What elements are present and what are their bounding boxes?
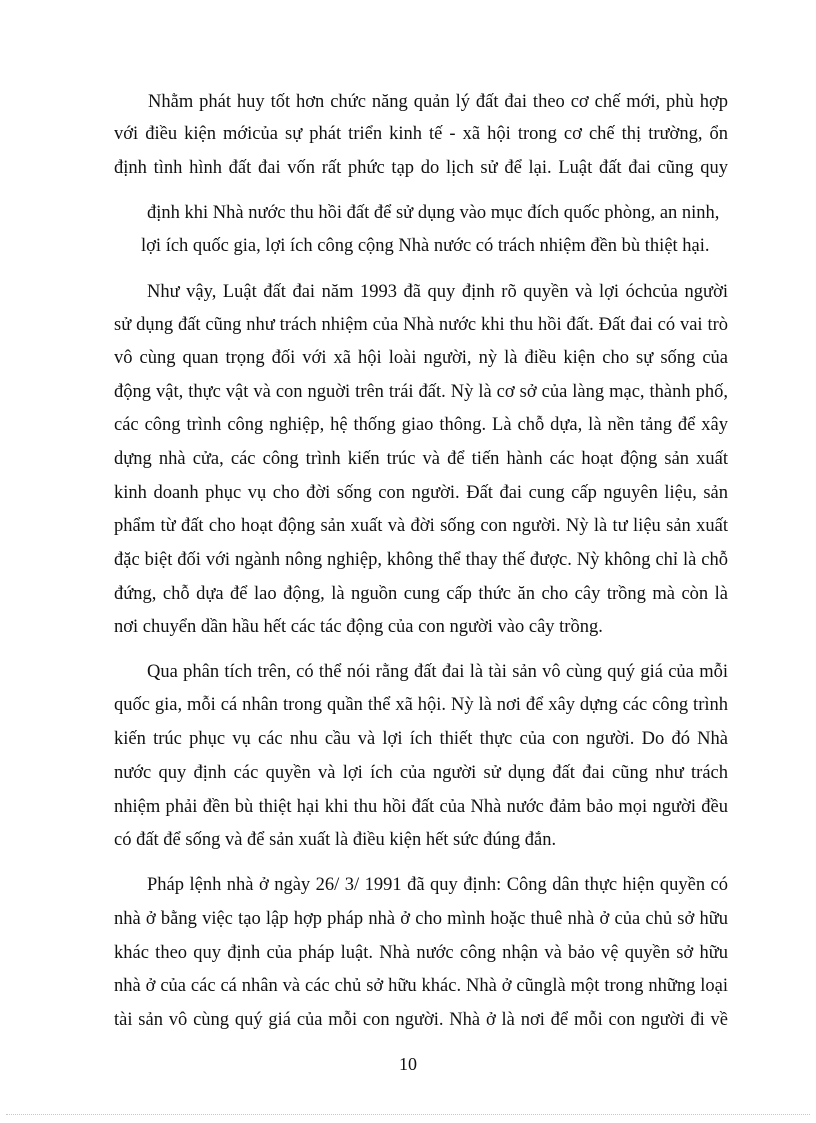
text-line: nước quy định các quyền và lợi ích của người sử dụng đất đai cũng như trách — [114, 763, 728, 783]
text-line: đặc biệt đối với ngành nông nghiệp, không thể thay thế được. Nỳ không chỉ là chỗ — [114, 550, 728, 570]
text-line: nhà ở bằng việc tạo lập hợp pháp nhà ở cho mình hoặc thuê nhà ở của chủ sở hữu — [114, 909, 728, 929]
text-line: phẩm từ đất cho hoạt động sản xuất và đời sống con người. Nỳ là tư liệu sản xuất — [114, 516, 728, 536]
footer-divider — [6, 1114, 810, 1115]
text-line: kiến trúc phục vụ các nhu cầu và lợi ích thiết thực của con người. Do đó Nhà — [114, 729, 728, 749]
text-line: Nhằm phát huy tốt hơn chức năng quản lý đất đai theo cơ chế mới, phù hợp — [148, 92, 728, 112]
text-line: vô cùng quan trọng đối với xã hội loài người, nỳ là điều kiện cho sự sống của — [114, 348, 728, 368]
text-line: dựng nhà cửa, các công trình kiến trúc và để tiến hành các hoạt động sản xuất — [114, 449, 728, 469]
text-line: lợi ích quốc gia, lợi ích công cộng Nhà nước có trách nhiệm đền bù thiệt hại. — [141, 236, 710, 256]
text-line: kinh doanh phục vụ cho đời sống con người. Đất đai cung cấp nguyên liệu, sản — [114, 483, 728, 503]
text-line: có đất để sống và để sản xuất là điều kiện hết sức đúng đắn. — [114, 830, 557, 850]
text-line: động vật, thực vật và con nguời trên trái đất. Nỳ là cơ sở của làng mạc, thành phố, — [114, 382, 728, 402]
text-line: tài sản vô cùng quý giá của mỗi con người. Nhà ở là nơi để mỗi con người đi về — [114, 1010, 728, 1030]
text-line: nhà ở của các cá nhân và các chủ sở hữu khác. Nhà ở cũnglà một trong những loại — [114, 976, 728, 996]
text-line: nơi chuyển dần hầu hết các tác động của con người vào cây trồng. — [114, 617, 603, 637]
text-line: sử dụng đất cũng như trách nhiệm của Nhà nước khi thu hồi đất. Đất đai có vai trò — [114, 315, 728, 335]
text-line: quốc gia, mỗi cá nhân trong quần thể xã hội. Nỳ là nơi để xây dựng các công trình — [114, 695, 728, 715]
text-line: với điều kiện mớicủa sự phát triển kinh tế - xã hội trong cơ chế thị trường, ổn — [114, 124, 728, 144]
text-line: Như vậy, Luật đất đai năm 1993 đã quy định rõ quyền và lợi óchcủa người — [147, 282, 728, 302]
text-line: các công trình công nghiệp, hệ thống giao thông. Là chỗ dựa, là nền tảng để xây — [114, 415, 728, 435]
page-number: 10 — [399, 1054, 417, 1074]
text-line: Qua phân tích trên, có thể nói rằng đất đai là tài sản vô cùng quý giá của mỗi — [147, 662, 728, 682]
text-line: định khi Nhà nước thu hồi đất để sử dụng vào mục đích quốc phòng, an ninh, — [147, 203, 720, 223]
text-line: Pháp lệnh nhà ở ngày 26/ 3/ 1991 đã quy định: Công dân thực hiện quyền có — [147, 875, 728, 895]
text-line: đứng, chỗ dựa để lao động, là nguồn cung cấp thức ăn cho cây trồng mà còn là — [114, 584, 728, 604]
text-line: định tình hình đất đai vốn rất phức tạp do lịch sử để lại. Luật đất đai cũng quy — [114, 158, 728, 178]
text-line: nhiệm phải đền bù thiệt hại khi thu hồi đất của Nhà nước đảm bảo mọi người đều — [114, 797, 728, 817]
text-line: khác theo quy định của pháp luật. Nhà nước công nhận và bảo vệ quyền sở hữu — [114, 943, 728, 963]
